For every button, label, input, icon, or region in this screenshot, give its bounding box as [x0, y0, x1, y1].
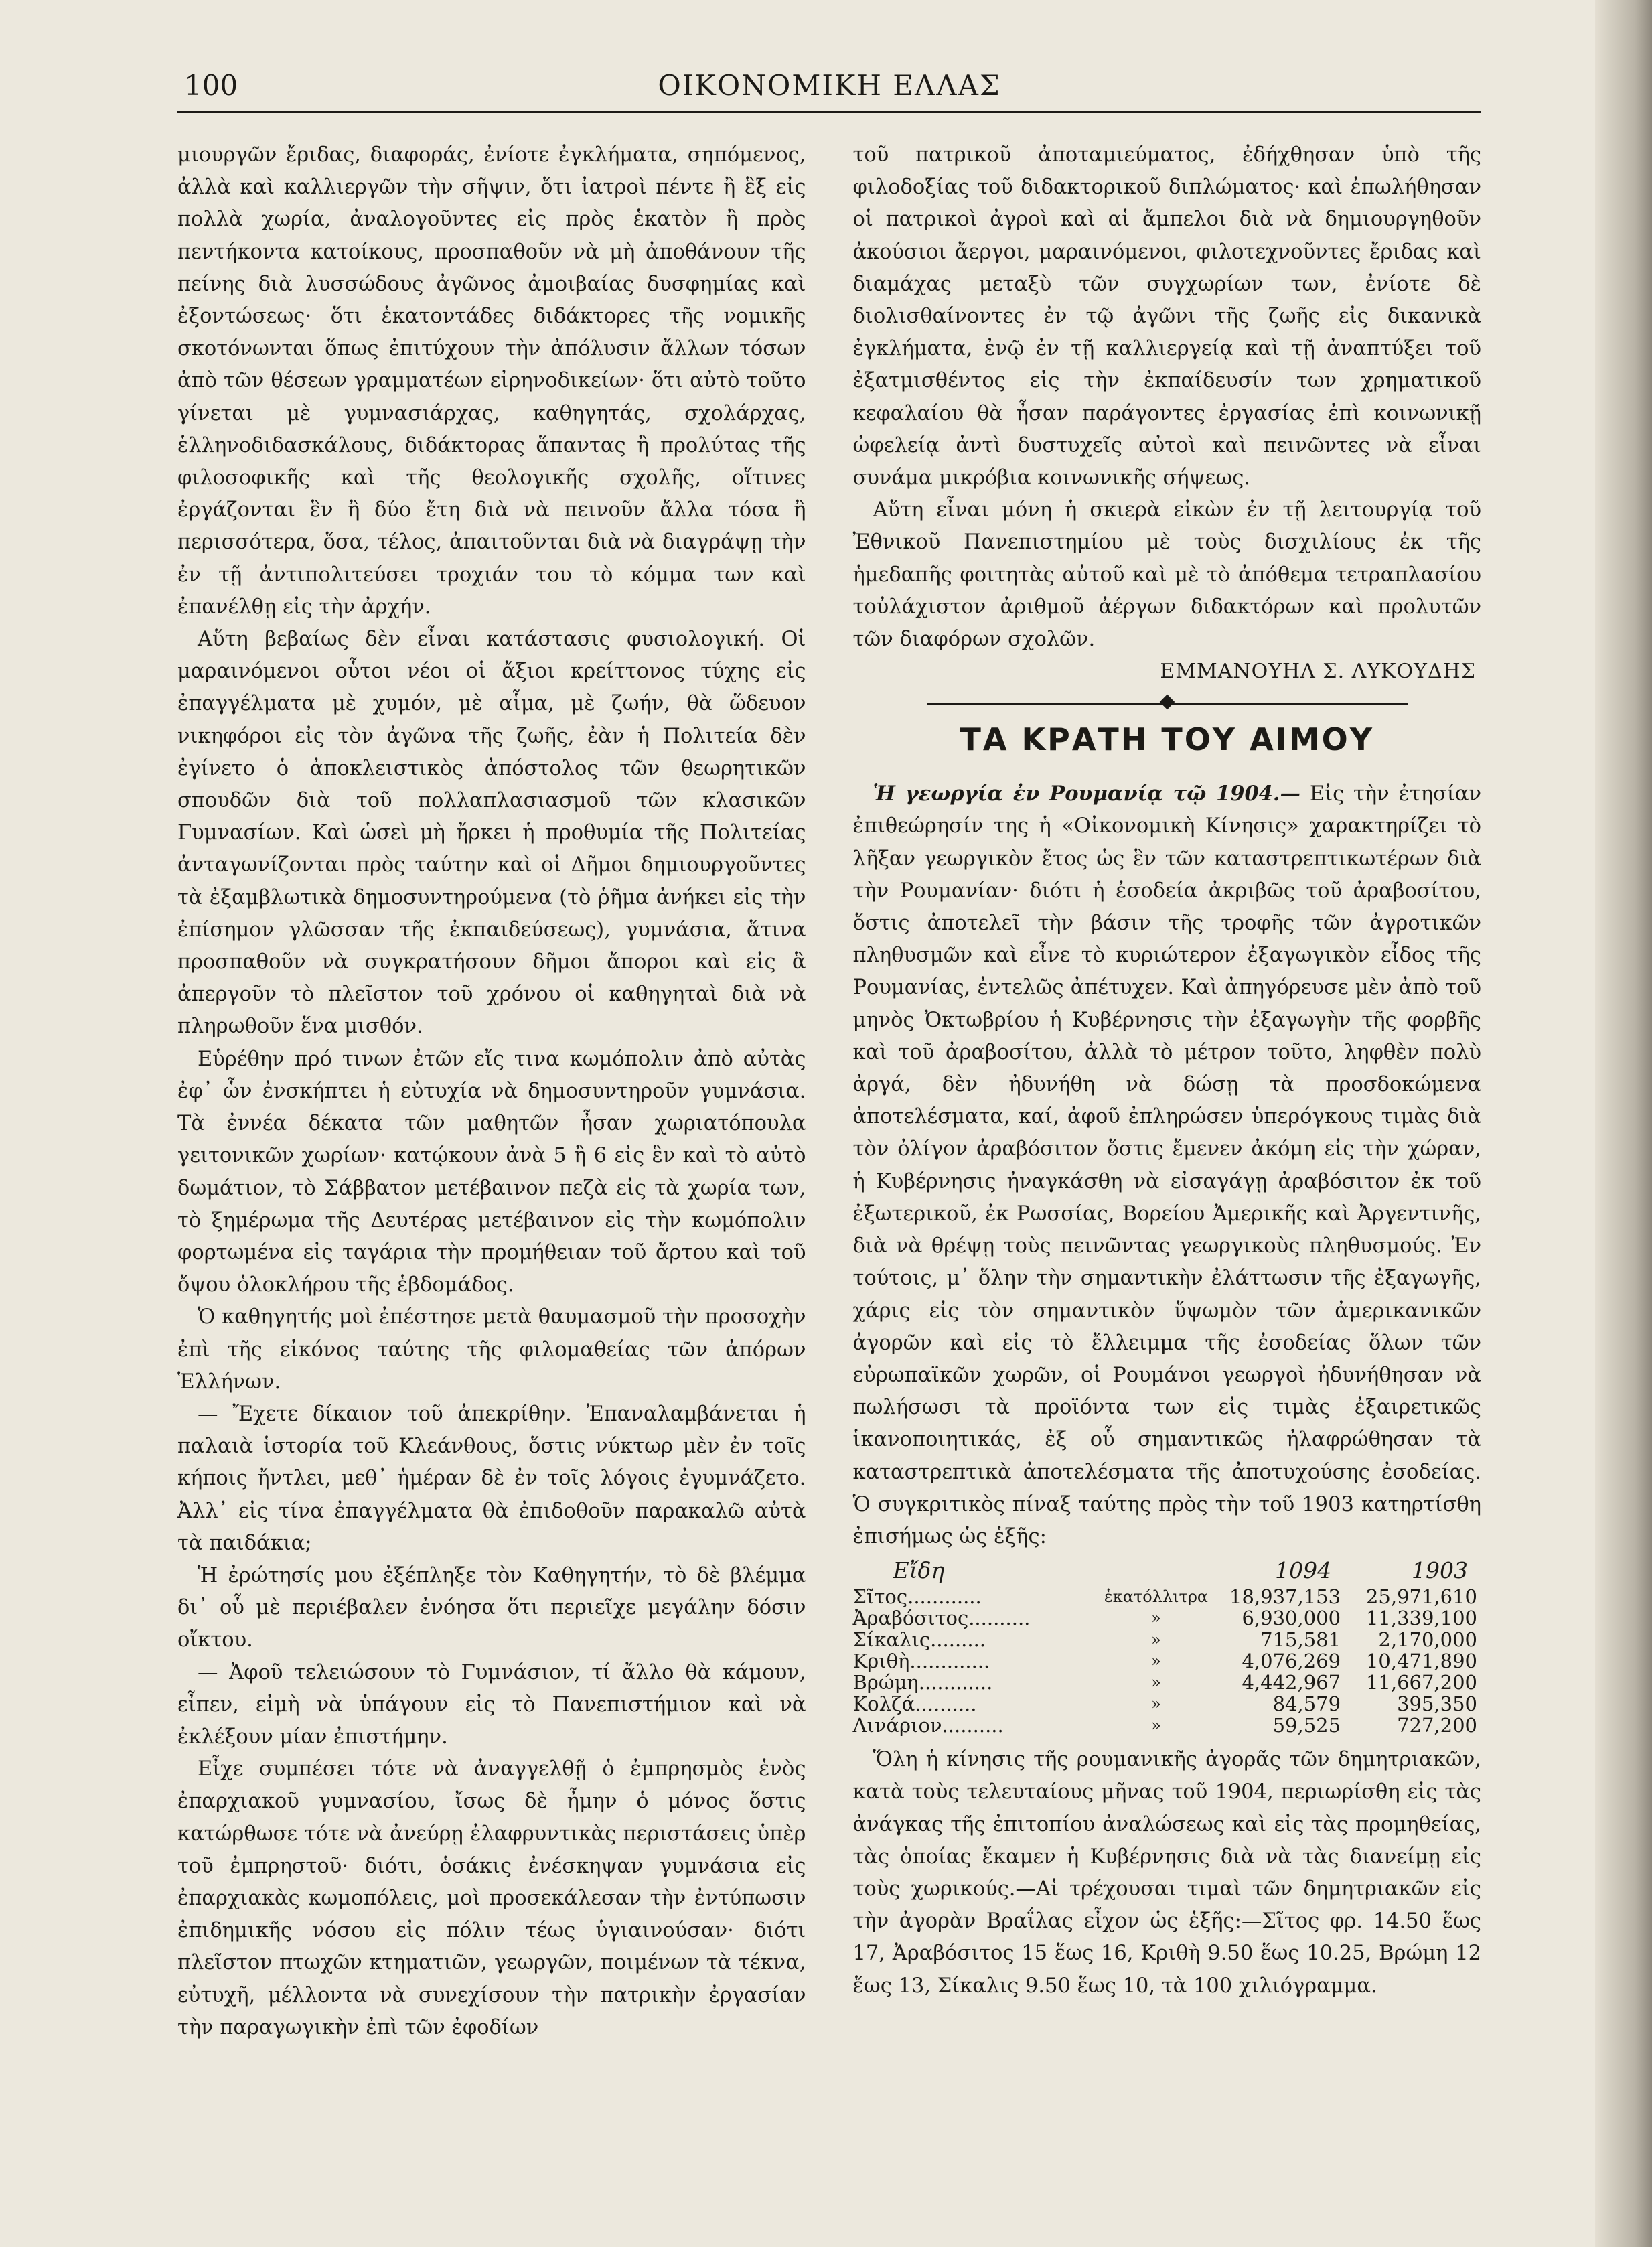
diamond-ornament-icon: [1159, 695, 1175, 710]
two-column-body: [177, 139, 1481, 2044]
right-column: [853, 139, 1482, 2044]
lead-title: Ἡ γεωργία ἐν Ρουμανίᾳ τῷ 1904.—: [873, 782, 1301, 806]
left-paragraph-7: — Ἀφοῦ τελειώσουν τὸ Γυμνάσιον, τί ἄλλο θὰ κάμουν, εἶπεν, εἰμὴ νὰ ὑπάγουν εἰς τὸ Πανεπιστήμιον καὶ νὰ ἐκλέξουν μίαν ἐπιστήμην.: [177, 1660, 806, 1749]
right-paragraph-2: Αὕτη εἶναι μόνη ἡ σκιερὰ εἰκὼν ἐν τῇ λειτουργίᾳ τοῦ Ἐθνικοῦ Πανεπιστημίου μὲ τοὺς δισχιλίους ἐκ τῆς ἡμεδαπῆς φοιτητὰς αὐτοῦ καὶ μὲ τὸ ἀπόθεμα τετραπλασίου τοὐλάχιστον ἀριθμοῦ ἀέργων διδακτόρων καὶ προλυτῶν τῶν διαφόρων σχολῶν.: [852, 498, 1481, 652]
value-year-a: 84,579: [1272, 1692, 1341, 1716]
value-year-a: 18,937,153: [1229, 1585, 1341, 1609]
table-row: [853, 1672, 1482, 1693]
crop-unit: »: [1151, 1673, 1161, 1692]
value-year-a: 59,525: [1272, 1714, 1341, 1737]
lead-text: Εἰς τὴν ἐτησίαν ἐπιθεώρησίν της ἡ «Οἰκονομικὴ Κίνησις» χαρακτηρίζει τὸ λῆξαν γεωργικὸν ἔτος ὡς ἓν τῶν καταστρεπτικωτέρων διὰ τὴν Ρουμανίαν· διότι ἡ ἐσοδεία ἀκριβῶς τοῦ ἀραβοσίτου, ὅστις ἀποτελεῖ τὴν βάσιν τῆς τροφῆς τῶν ἀγροτικῶν πληθυσμῶν καὶ εἶνε τὸ κυριώτερον ἐξαγωγικὸν εἶδος τῆς Ρουμανίας, ἐντελῶς ἀπέτυχεν. Καὶ ἀπηγόρευσε μὲν ἀπὸ τοῦ μηνὸς Ὀκτωβρίου ἡ Κυβέρνησις τὴν ἐξαγωγὴν τῆς φορβῆς καὶ τοῦ ἀραβοσίτου, ἀλλὰ τὸ μέτρον τοῦτο, ληφθὲν πολὺ ἀργά, δὲν ἠδυνήθη νὰ δώσῃ τὰ προσδοκώμενα ἀποτελέσματα, καί, ἀφοῦ ἐπληρώσεν ὑπερόγκους τιμὰς διὰ τὸν ὀλίγον ἀραβόσιτον ὅστις ἔμενεν ἀκόμη εἰς τὴν χώραν, ἡ Κυβέρνησις ἠναγκάσθη νὰ εἰσαγάγῃ ἀραβόσιτον ἐκ τοῦ ἐξωτερικοῦ, ἐκ Ρωσσίας, Βορείου Ἀμερικῆς καὶ Ἀργεντινῆς, διὰ νὰ θρέψῃ τοὺς πεινῶντας γεωργικοὺς πληθυσμούς. Ἐν τούτοις, μ᾽ ὅλην τὴν σημαντικὴν ἐλάττωσιν τῆς ἐξαγωγῆς, χάρις εἰς τὸν σημαντικὸν ὕψωμὸν τῶν ἀμερικανικῶν ἀγορῶν καὶ εἰς τὸ ἔλλειμμα τῆς ἐσοδείας ὅλων τῶν εὐρωπαϊκῶν χωρῶν, οἱ Ρουμάνοι γεωργοὶ ἠδυνήθησαν νὰ πωλήσωσι τὰ προϊόντα των εἰς τιμὰς ἐξαιρετικῶς ἱκανοποιητικάς, ἐξ οὗ σημαντικῶς ἠλαφρώθησαν τὰ καταστρεπτικὰ ἀποτελέσματα τῆς ἀποτυχούσης ἐσοδείας. Ὁ συγκριτικὸς πίναξ ταύτης πρὸς τὴν τοῦ 1903 κατηρτίσθη ἐπισήμως ὡς ἑξῆς:: [852, 782, 1481, 1548]
header-year-a: 1094: [1275, 1557, 1332, 1584]
value-year-a: 6,930,000: [1242, 1607, 1341, 1630]
value-year-b: 727,200: [1397, 1714, 1477, 1737]
right-paragraph-final: Ὅλη ἡ κίνησις τῆς ρουμανικῆς ἀγορᾶς τῶν δημητριακῶν, κατὰ τοὺς τελευταίους μῆνας τοῦ 1904, περιωρίσθη εἰς τὰς ἀνάγκας τῆς ἐπιτοπίου ἀναλώσεως καὶ εἰς τὰς προμηθείας, τὰς ὁποίας ἔκαμεν ἡ Κυβέρνησις διὰ νὰ τὰς διανείμῃ εἰς τοὺς χωρικούς.—Αἱ τρέχουσαι τιμαὶ τῶν δημητριακῶν εἰς τὴν ἀγορὰν Βραΐλας εἶχον ὡς ἑξῆς:—Σῖτος φρ. 14.50 ἕως 17, Ἀραβόσιτος 15 ἕως 16, Κριθὴ 9.50 ἕως 10.25, Βρώμη 12 ἕως 13, Σίκαλις 9.50 ἕως 10, τὰ 100 χιλιόγραμμα.: [852, 1748, 1481, 1998]
left-paragraph-4: Ὁ καθηγητής μοὶ ἐπέστησε μετὰ θαυμασμοῦ τὴν προσοχὴν ἐπὶ τῆς εἰκόνος ταύτης τῆς φιλομαθείας τῶν ἀπόρων Ἑλλήνων.: [177, 1305, 806, 1394]
crop-name: Βρώμη............: [852, 1671, 993, 1694]
left-column: [177, 139, 806, 2044]
left-paragraph-8: Εἶχε συμπέσει τότε νὰ ἀναγγελθῇ ὁ ἐμπρησμὸς ἑνὸς ἐπαρχιακοῦ γυμνασίου, ἴσως δὲ ἦμην ὁ μόνος ὅστις κατώρθωσε τότε νὰ ἀνεύρῃ ἐλαφρυντικὰς περιστάσεις ὑπὲρ τοῦ ἐμπρηστοῦ· διότι, ὁσάκις ἐνέσκηψαν γυμνάσια εἰς ἐπαρχιακὰς κωμοπόλεις, μοὶ προσεκάλεσαν τὴν ἐντύπωσιν ἐπιδημικῆς νόσου εἰς πόλιν τέως ὑγιαινούσαν· διότι πλεῖστον πτωχῶν κτηματιῶν, γεωργῶν, ποιμένων τὰ τέκνα, εὐτυχῆ, μέλλοντα νὰ συνεχίσουν τὴν πατρικὴν ἐργασίαν τὴν παραγωγικὴν ἐπὶ τῶν ἐφοδίων: [177, 1757, 806, 2039]
value-year-b: 11,667,200: [1365, 1671, 1477, 1694]
table-header-row: [853, 1557, 1482, 1586]
value-year-a: 715,581: [1260, 1628, 1341, 1652]
left-paragraph-5: — Ἔχετε δίκαιον τοῦ ἀπεκρίθην. Ἐπαναλαμβάνεται ἡ παλαιὰ ἱστορία τοῦ Κλεάνθους, ὅστις νύκτωρ μὲν ἐν τοῖς κήποις ἤντλει, μεθ᾽ ἡμέραν δὲ ἐν τοῖς λόγοις ἐγυμνάζετο. Ἀλλ᾽ εἰς τίνα ἐπαγγέλματα θὰ ἐπιδοθοῦν παρακαλῶ αὐτὰ τὰ παιδάκια;: [177, 1402, 806, 1555]
crop-name: Σῖτος............: [852, 1585, 982, 1609]
section-separator: [927, 695, 1408, 715]
value-year-b: 25,971,610: [1365, 1585, 1477, 1609]
crop-name: Κολζά..........: [852, 1692, 977, 1716]
header-year-b: 1903: [1412, 1557, 1468, 1584]
table-row: [853, 1693, 1482, 1715]
page-number: 100: [184, 69, 238, 102]
table-row: [853, 1607, 1482, 1629]
left-paragraph-1: μιουργῶν ἔριδας, διαφοράς, ἐνίοτε ἐγκλήματα, σηπόμενος, ἀλλὰ καὶ καλλιεργῶν τὴν σῆψιν, ὅτι ἰατροὶ πέντε ἢ ἓξ εἰς πολλὰ χωρία, ἀναλογοῦντες εἰς πρὸς ἑκατὸν ἢ πρὸς πεντήκοντα κατοίκους, προσπαθοῦν νὰ μὴ ἀποθάνουν τῆς πείνης διὰ λυσσώδους ἀγῶνος ἀμοιβαίας δυσφημίας καὶ ἐξοντώσεως· ὅτι ἑκατοντάδες διδάκτορες τῆς νομικῆς σκοτόνωνται ὅπως ἐπιτύχουν τὴν ἀπόλυσιν ἄλλων τόσων ἀπὸ τῶν θέσεων γραμματέων εἰρηνοδικείων· ὅτι αὐτὸ τοῦτο γίνεται μὲ γυμνασιάρχας, καθηγητάς, σχολάρχας, ἑλληνοδιδασκάλους, διδάκτορας ἅπαντας ἢ προλύτας τῆς φιλοσοφικῆς καὶ τῆς θεολογικῆς σχολῆς, οἵτινες ἐργάζονται ἓν ἢ δύο ἔτη διὰ νὰ πεινοῦν ἄλλα τόσα ἢ περισσότερα, ὅσα, τέλος, ἀπαιτοῦνται διὰ νὰ διαγράψῃ τὴν ἐν τῇ ἀντιπολιτεύσει τροχιάν του τὸ κόμμα των καὶ ἐπανέλθῃ εἰς τὴν ἀρχήν.: [177, 143, 806, 619]
table-row: [853, 1629, 1482, 1650]
page-header: [177, 64, 1481, 113]
value-year-a: 4,076,269: [1242, 1650, 1341, 1673]
left-paragraph-6: Ἡ ἐρώτησίς μου ἐξέπληξε τὸν Καθηγητήν, τὸ δὲ βλέμμα δι᾽ οὗ μὲ περιέβαλεν ἐνόησα ὅτι περιεῖχε μεγάλην δόσιν οἴκτου.: [177, 1563, 806, 1652]
header-unit: [1104, 1557, 1208, 1586]
crop-unit: »: [1151, 1630, 1161, 1650]
author-signature: ΕΜΜΑΝΟΥΗΛ Σ. ΛΥΚΟΥΔΗΣ: [1160, 660, 1476, 684]
crop-unit: »: [1151, 1716, 1161, 1735]
crop-unit: »: [1151, 1652, 1161, 1671]
left-paragraph-3: Εὑρέθην πρό τινων ἐτῶν εἴς τινα κωμόπολιν ἀπὸ αὐτὰς ἐφ᾽ ὧν ἐνσκήπτει ἡ εὐτυχία νὰ δημοσυντηροῦν γυμνάσια. Τὰ ἐννέα δέκατα τῶν μαθητῶν ἦσαν χωριατόπουλα γειτονικῶν χωρίων· κατῴκουν ἀνὰ 5 ἢ 6 εἰς ἓν καὶ τὸ αὐτὸ δωμάτιον, τὸ Σάββατον μετέβαινον πεζὰ εἰς τὰ χωρία των, τὸ ξημέρωμα τῆς Δευτέρας μετέβαινον εἰς τὴν κωμόπολιν φορτωμένα εἰς ταγάρια τὴν προμήθειαν τοῦ ἄρτου καὶ τοῦ ὄψου ὁλοκλήρου τῆς ἑβδομάδος.: [177, 1047, 806, 1297]
crop-name: Σίκαλις.........: [852, 1628, 986, 1652]
table-row: [853, 1586, 1482, 1607]
book-spine-shadow: [1595, 0, 1652, 2247]
crop-name: Λινάριον..........: [852, 1714, 1004, 1737]
value-year-b: 2,170,000: [1378, 1628, 1477, 1652]
lead-paragraph: [853, 778, 1482, 1553]
section-title: ΤΑ ΚΡΑΤΗ ΤΟΥ ΑΙΜΟΥ: [960, 721, 1375, 758]
value-year-b: 11,339,100: [1365, 1607, 1477, 1630]
right-paragraph-1: τοῦ πατρικοῦ ἀποταμιεύματος, ἐδήχθησαν ὑπὸ τῆς φιλοδοξίας τοῦ διδακτορικοῦ διπλώματος· καὶ ἐπωλήθησαν οἱ πατρικοὶ ἀγροὶ καὶ αἱ ἄμπελοι διὰ νὰ δημιουργηθοῦν ἀκούσιοι ἄεργοι, μαραινόμενοι, φιλοτεχνοῦντες ἔριδας καὶ διαμάχας μεταξὺ τῶν συγχωρίων των, ἐνίοτε δὲ διολισθαίνοντες ἐν τῷ ἀγῶνι τῆς ζωῆς εἰς δικανικὰ ἐγκλήματα, ἐνῷ ἐν τῇ καλλιεργείᾳ καὶ τῇ ἀναπτύξει τοῦ ἐξατμισθέντος εἰς τὴν ἐκπαίδευσίν των χρηματικοῦ κεφαλαίου θὰ ἦσαν παράγοντες ἐργασίας ἐπὶ κοινωνικῇ ὠφελείᾳ ἀντὶ δυστυχεῖς αὐτοὶ καὶ πεινῶντες νὰ εἶναι συνάμα μικρόβια κοινωνικῆς σήψεως.: [852, 143, 1481, 490]
crop-name: Ἀραβόσιτος..........: [852, 1607, 1031, 1630]
value-year-a: 4,442,967: [1242, 1671, 1341, 1694]
left-paragraph-2: Αὕτη βεβαίως δὲν εἶναι κατάστασις φυσιολογική. Οἱ μαραινόμενοι οὗτοι νέοι οἱ ἄξιοι κρείττονος τύχης εἰς ἐπαγγέλματα μὲ χυμόν, μὲ αἷμα, μὲ ζωήν, θὰ ὥδευον νικηφόροι εἰς τὸν ἀγῶνα τῆς ζωῆς, ἐὰν ἡ Πολιτεία δὲν ἐγίνετο ὁ ἀποκλειστικὸς ἀπόστολος τῶν θεωρητικῶν σπουδῶν διὰ τοῦ πολλαπλασιασμοῦ τῶν κλασικῶν Γυμνασίων. Καὶ ὡσεὶ μὴ ἤρκει ἡ προθυμία τῆς Πολιτείας ἀνταγωνίζονται πρὸς ταύτην καὶ οἱ Δῆμοι δημιουργοῦντες τὰ ἐξαμβλωτικὰ δημοσυντηρούμενα (τὸ ῥῆμα ἀνήκει εἰς τὴν ἐπίσημον γλῶσσαν τῆς ἐκπαιδεύσεως), γυμνάσια, ἅτινα προσπαθοῦν νὰ συγκρατήσουν δῆμοι ἄποροι καὶ εἰς ἃ ἀπεργοῦν τὸ πλεῖστον τοῦ χρόνου οἱ καθηγηταὶ διὰ νὰ πληρωθοῦν ἕνα μισθόν.: [177, 628, 806, 1039]
crop-unit: »: [1151, 1694, 1161, 1714]
crop-name: Κριθὴ.............: [852, 1650, 990, 1673]
header-kind: Εἴδη: [893, 1557, 945, 1584]
table-row: [853, 1715, 1482, 1736]
harvest-table: [853, 1557, 1482, 1736]
crop-unit: ἑκατόλλιτρα: [1104, 1587, 1209, 1607]
value-year-b: 10,471,890: [1365, 1650, 1477, 1673]
crop-unit: »: [1151, 1609, 1161, 1628]
table-row: [853, 1650, 1482, 1672]
journal-title: ΟΙΚΟΝΟΜΙΚΗ ΕΛΛΑΣ: [658, 69, 1001, 102]
value-year-b: 395,350: [1397, 1692, 1477, 1716]
